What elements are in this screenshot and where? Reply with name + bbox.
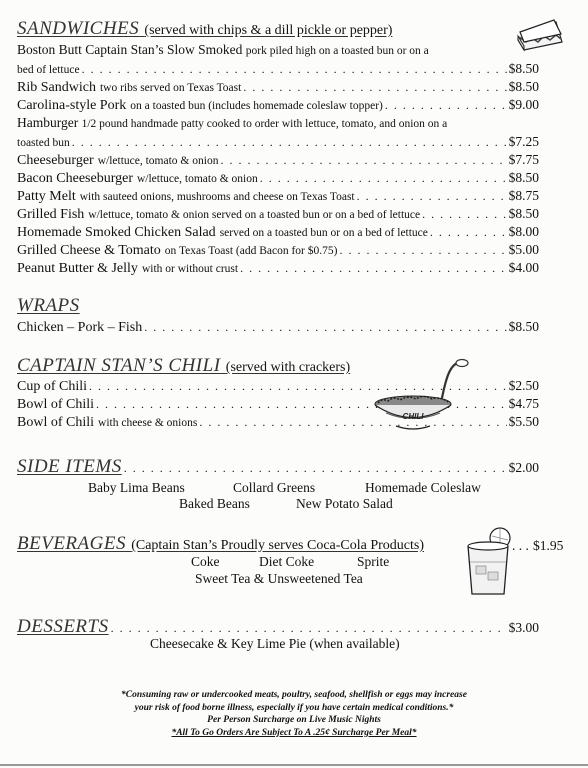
menu-item: Boston Butt Captain Stan’s Slow Smoked pork piled high on a toasted bun or on a — [17, 42, 429, 57]
footer-line: *Consuming raw or undercooked meats, poultry, seafood, shellfish or eggs may increase — [121, 690, 467, 700]
item-price: $1.95 — [533, 538, 564, 553]
side-items-row — [17, 458, 539, 477]
item-price: $8.00 — [508, 224, 539, 239]
item-price: $8.75 — [508, 188, 539, 203]
sandwiches-heading: SANDWICHES (served with chips & a dill pickle or pepper) — [17, 18, 393, 39]
beverages-dots: . . . — [512, 538, 529, 553]
chili-note: (served with crackers) — [225, 360, 351, 375]
footer-disclaimer — [0, 689, 588, 739]
wraps-heading: WRAPS — [17, 295, 80, 316]
menu-item: Grilled Fish w/lettuce, tomato & onion served on a toasted bun or on a bed of lettuce . . . $8.50 — [17, 205, 539, 224]
item-price: $8.50 — [508, 170, 539, 185]
menu-item: Carolina-style Pork on a toasted bun (includes homemade coleslaw topper) . . . $9.00 — [17, 96, 539, 115]
menu-item: Patty Melt with sauteed onions, mushrooms and cheese on Texas Toast . . . $8.75 — [17, 187, 539, 206]
drink-glass-icon — [464, 526, 514, 598]
item-price: $7.75 — [508, 152, 539, 167]
dessert-option: Cheesecake & Key Lime Pie (when available) — [150, 636, 400, 651]
side-option: New Potato Salad — [296, 496, 393, 511]
menu-item: Peanut Butter & Jelly with or without crust . . . $4.00 — [17, 259, 539, 278]
item-price: $7.25 — [508, 134, 539, 149]
item-price: $5.00 — [508, 242, 539, 257]
menu-item: Cup of Chili . . . $2.50 — [17, 377, 539, 395]
menu-item: Cheeseburger w/lettuce, tomato & onion . . . $7.75 — [17, 151, 539, 170]
menu-item-continued: bed of lettuce . . . $8.50 — [17, 60, 539, 79]
menu-item-continued: toasted bun . . . $7.25 — [17, 133, 539, 152]
beverage-option: Diet Coke — [259, 554, 315, 569]
item-price: $9.00 — [508, 97, 539, 112]
menu-item: Bowl of Chili . . . $4.75 — [17, 395, 539, 413]
beverages-heading: BEVERAGES (Captain Stan’s Proudly serves Coca-Cola Products) — [17, 533, 425, 554]
menu-item: Grilled Cheese & Tomato on Texas Toast (add Bacon for $0.75) . . . $5.00 — [17, 241, 539, 260]
chili-heading: CAPTAIN STAN’S CHILI (served with crackers) — [17, 355, 351, 376]
desserts-heading: DESSERTS — [17, 616, 109, 637]
item-price: $8.50 — [508, 206, 539, 221]
menu-item: Rib Sandwich two ribs served on Texas Toast . . . $8.50 — [17, 78, 539, 97]
side-option: Homemade Coleslaw — [365, 480, 481, 495]
desserts-row — [17, 618, 539, 637]
side-option: Collard Greens — [233, 480, 316, 495]
item-price: $8.50 — [508, 61, 539, 76]
item-price: $8.50 — [508, 79, 539, 94]
chili-bowl-label: CHILI — [402, 412, 424, 421]
beverage-option: Sprite — [357, 554, 390, 569]
sandwiches-note: (served with chips & a dill pickle or pepper) — [144, 23, 393, 38]
menu-item: Chicken – Pork – Fish . . . $8.50 — [17, 318, 539, 336]
menu-item: Bacon Cheeseburger w/lettuce, tomato & onion . . . $8.50 — [17, 169, 539, 188]
menu-item: Hamburger 1/2 pound handmade patty cooked to order with lettuce, tomato, and onion on a — [17, 115, 448, 130]
item-price: $2.00 — [508, 460, 539, 475]
beverage-option: Coke — [191, 554, 220, 569]
footer-line: your risk of food borne illness, especially if you have certain medical conditions.* — [134, 702, 454, 713]
item-price: $5.50 — [508, 414, 539, 429]
page-edge — [0, 764, 588, 766]
beverages-note: (Captain Stan’s Proudly serves Coca-Cola Products) — [131, 538, 425, 553]
side-option: Baked Beans — [179, 496, 250, 511]
footer-line: Per Person Surcharge on Live Music Nights — [207, 715, 381, 725]
side-option: Baby Lima Beans — [88, 480, 185, 495]
footer-line: *All To Go Orders Are Subject To A .25¢ Surcharge Per Meal* — [171, 727, 417, 738]
item-price: $4.75 — [508, 396, 539, 411]
menu-item: Bowl of Chili with cheese & onions . . . $5.50 — [17, 413, 539, 432]
item-price: $3.00 — [508, 620, 539, 635]
side-items-heading: SIDE ITEMS — [17, 456, 122, 477]
item-price: $8.50 — [508, 319, 539, 334]
item-price: $2.50 — [508, 378, 539, 393]
item-price: $4.00 — [508, 260, 539, 275]
menu-item: Homemade Smoked Chicken Salad served on a toasted bun or on a bed of lettuce . . . $8.00 — [17, 223, 539, 242]
chili-bowl-icon — [368, 358, 478, 438]
beverage-option: Sweet Tea & Unsweetened Tea — [195, 571, 363, 586]
